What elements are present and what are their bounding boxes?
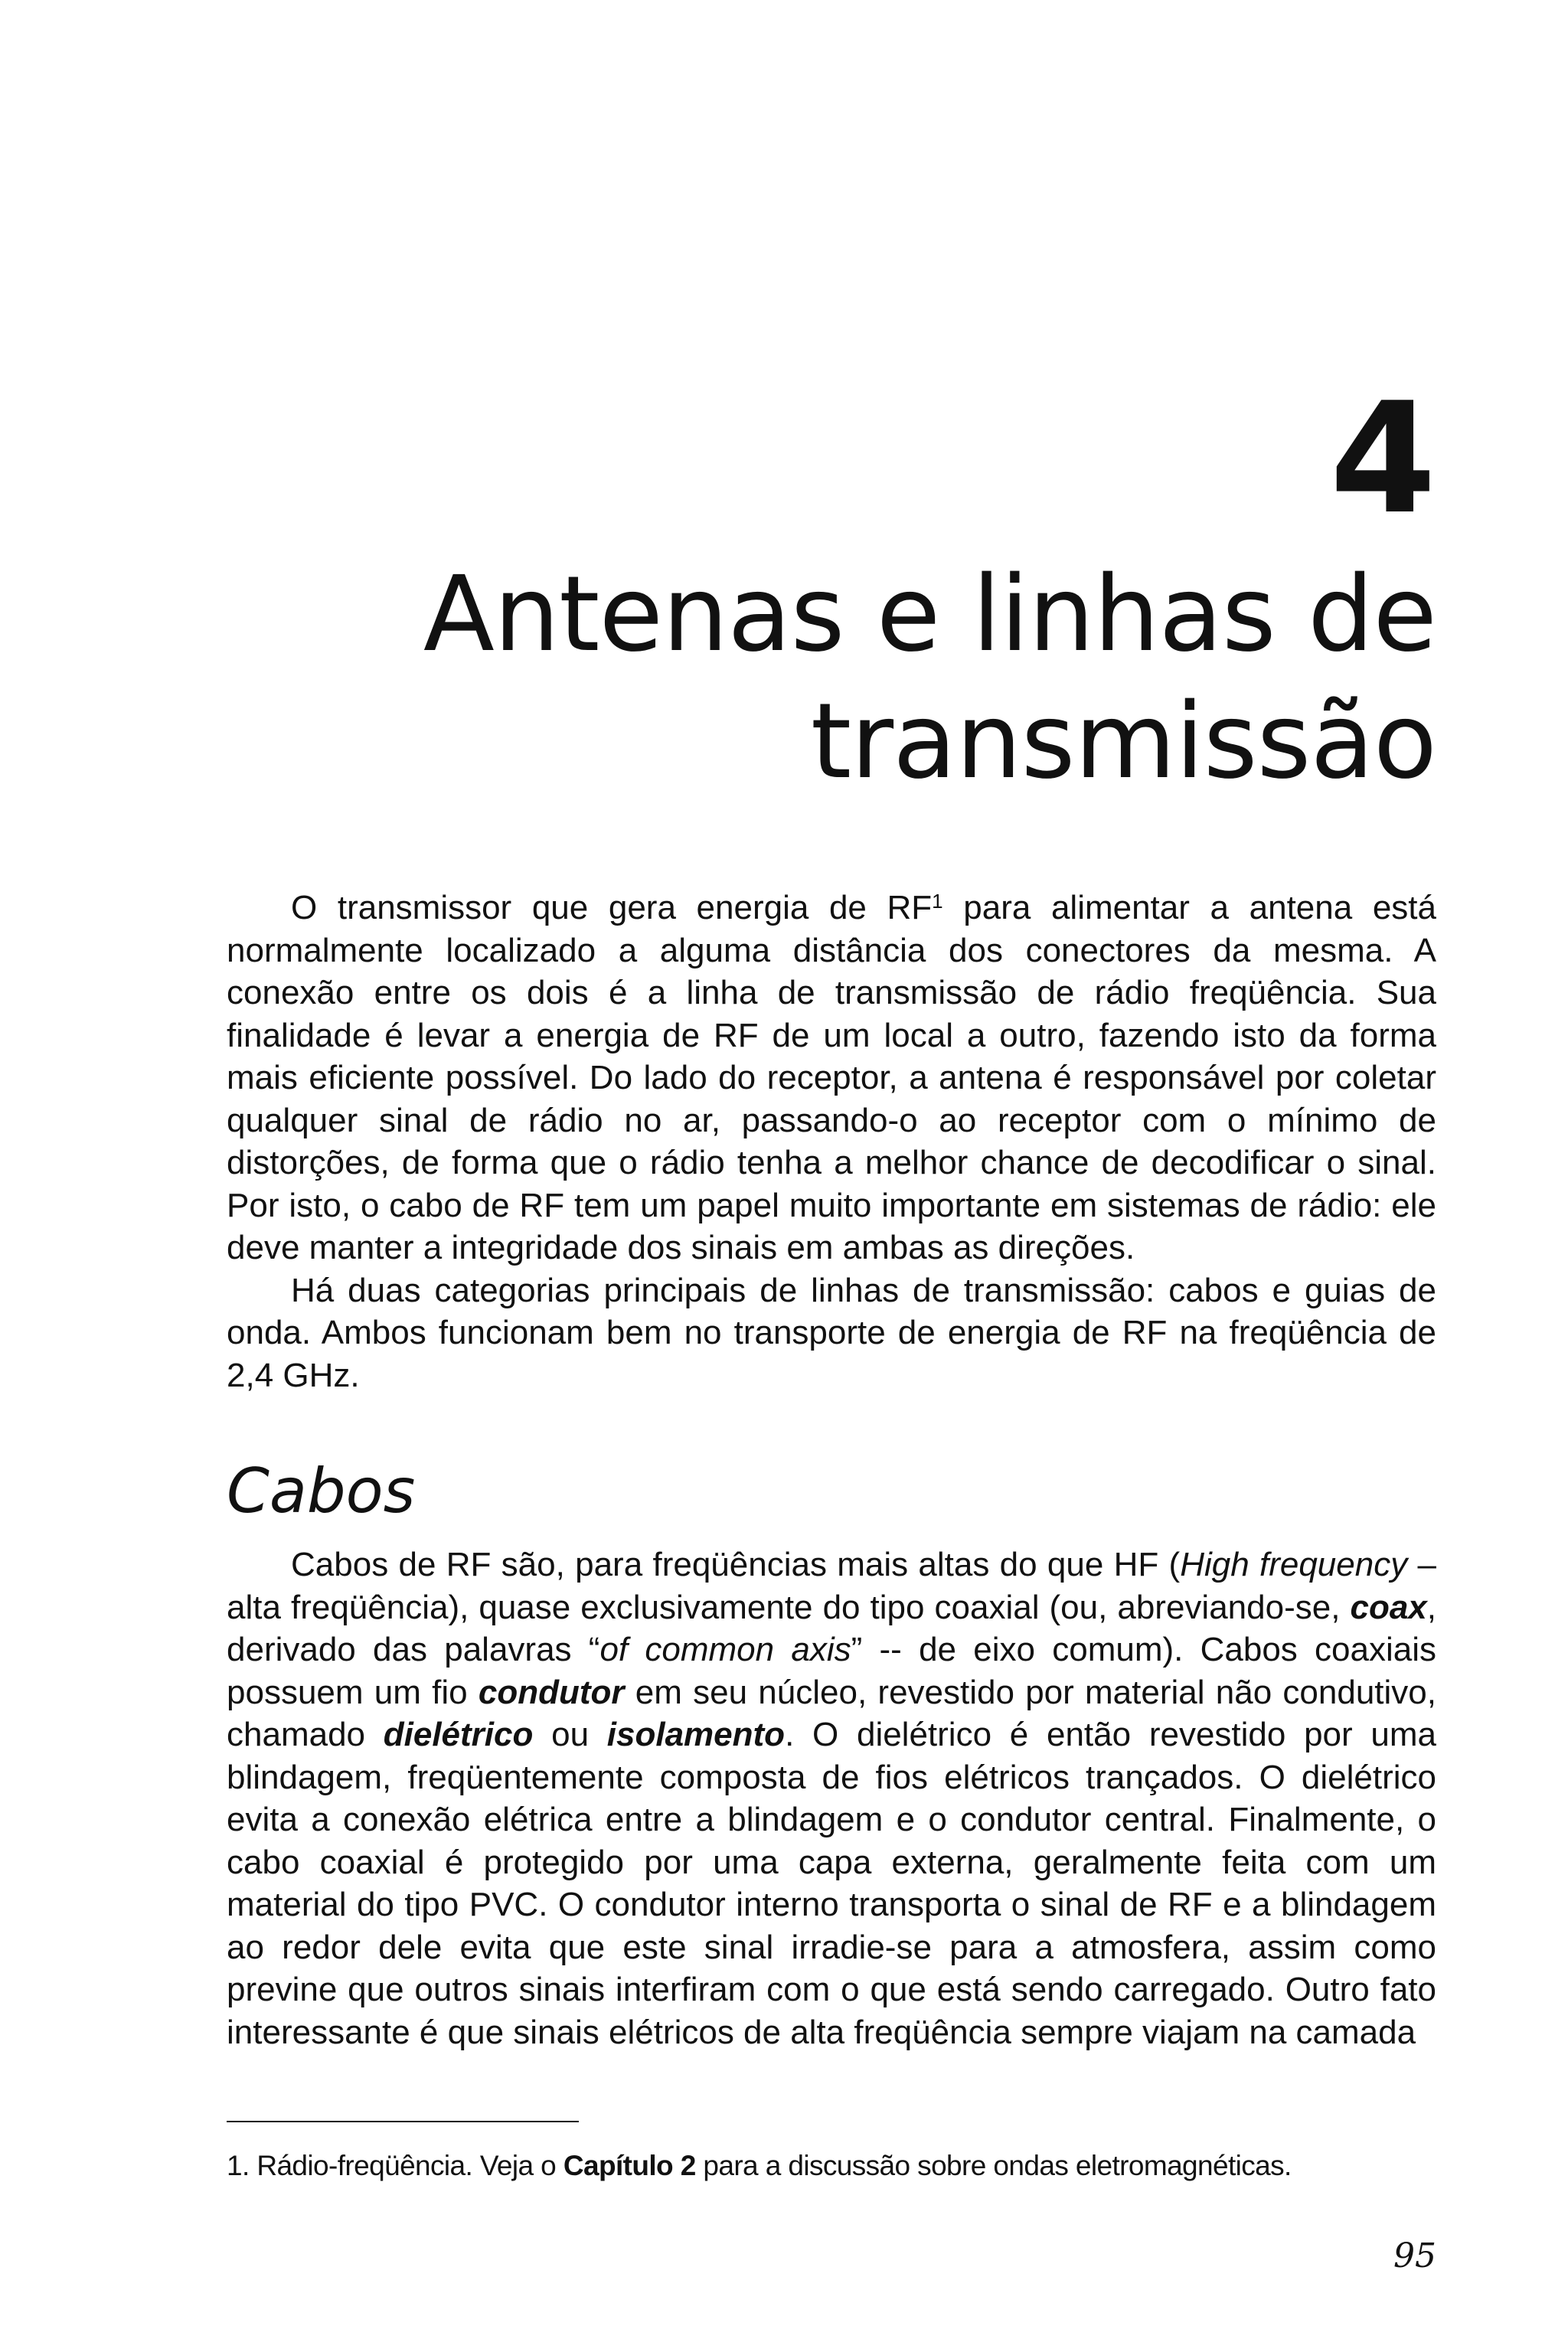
footnote-text-a: 1. Rádio-freqüência. Veja o <box>227 2150 564 2181</box>
section-heading-cabos: Cabos <box>227 1455 416 1527</box>
cabos-text-6: ou <box>533 1716 607 1753</box>
footnote-divider <box>227 2121 579 2122</box>
cabos-text-3: , derivado das palavras “ <box>227 1588 1436 1668</box>
term-isolamento: isolamento <box>606 1716 786 1753</box>
chapter-title: Antenas e linhas de transmissão <box>423 554 1436 802</box>
term-dieletrico: dielétrico <box>383 1716 534 1753</box>
cabos-text-5: em seu núcleo, revestido por material não condutivo, chamado <box>227 1673 1436 1753</box>
term-high-frequency: High frequency <box>1180 1546 1408 1583</box>
footnote-chapter-ref: Capítulo 2 <box>563 2150 696 2181</box>
cabos-paragraph <box>227 1544 1436 2053</box>
cabos-text-2: – alta freqüência), quase exclusivamente do tipo coaxial (ou, abreviando-se, <box>227 1546 1436 1626</box>
page-number: 95 <box>1393 2236 1436 2275</box>
chapter-number: 4 <box>1329 370 1436 548</box>
cabos-section <box>227 1544 1436 2053</box>
footnote-text-c: para a discussão sobre ondas eletromagnéticas. <box>695 2150 1292 2181</box>
intro-paragraph-2: Há duas categorias principais de linhas de transmissão: cabos e guias de onda. Ambos funcionam bem no transporte de energia de RF na freqüência de 2,4 GHz. <box>227 1271 1436 1394</box>
footnote <box>227 2147 1436 2185</box>
term-coax: coax <box>1350 1588 1427 1626</box>
intro-text-a: O transmissor que gera energia de RF <box>291 889 933 926</box>
cabos-text-4: ” -- de eixo comum). Cabos coaxiais possuem um fio <box>227 1631 1436 1711</box>
intro-text-b: para alimentar a antena está normalmente localizado a alguma distância dos conectores da mesma. A conexão entre os dois é a linha de transmissão de rádio freqüência. Sua finalidade é levar a energia de RF de um local a outro, fazendo isto da forma mais eficiente possível. Do lado do receptor, a antena é responsável por coletar qualquer sinal de rádio no ar, passando-o ao receptor com o mínimo de distorções, de forma que o rádio tenha a melhor chance de decodificar o sinal. Por isto, o cabo de RF tem um papel muito importante em sistemas de rádio: ele deve manter a integridade dos sinais em ambas as direções. <box>227 889 1436 1266</box>
footnote-marker: 1 <box>932 890 943 913</box>
term-condutor: condutor <box>478 1673 625 1711</box>
cabos-text-7: . O dielétrico é então revestido por uma blindagem, freqüentemente composta de fios elétricos trançados. O dielétrico evita a conexão elétrica entre a blindagem e o condutor central. Finalmente, o cabo coaxial é protegido por uma capa externa, geralmente feita com um material do tipo PVC. O condutor interno transporta o sinal de RF e a blindagem ao redor dele evita que este sinal irradie-se para a atmosfera, assim como previne que outros sinais interfiram com o que está sendo carregado. Outro fato interessante é que sinais elétricos de alta freqüência sempre viajam na camada <box>227 1716 1437 2051</box>
cabos-text-1: Cabos de RF são, para freqüências mais altas do que HF ( <box>291 1546 1181 1583</box>
intro-paragraph-1 <box>227 887 1436 1269</box>
intro-section <box>227 887 1436 1396</box>
term-of-common-axis: of common axis <box>599 1631 851 1668</box>
